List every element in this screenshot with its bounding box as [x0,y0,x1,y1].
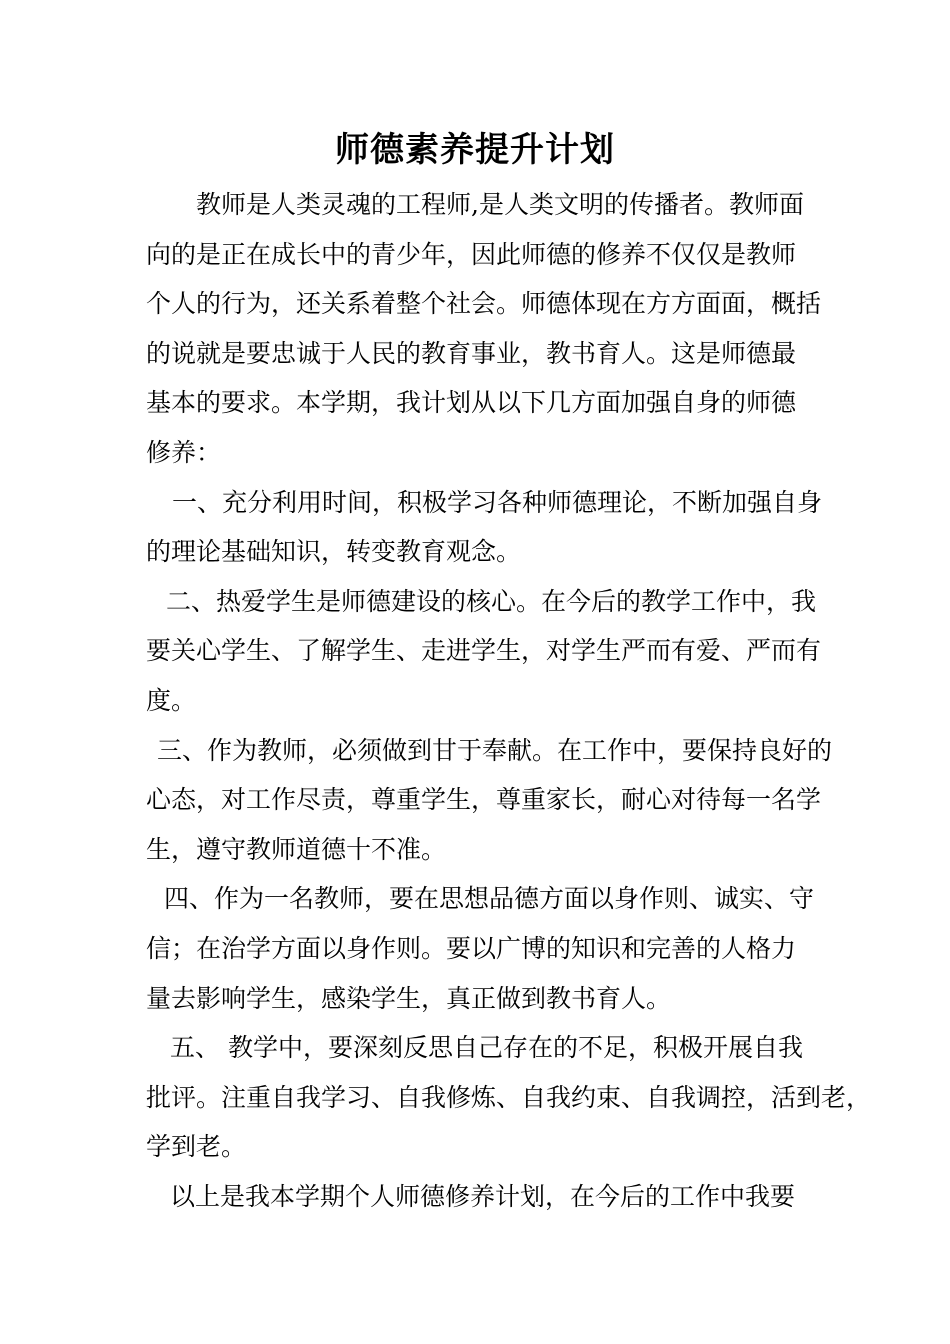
text-line: 批评。注重自我学习、自我修炼、自我约束、自我调控，活到老， [146,1082,872,1112]
paragraph-item-1 [146,478,823,577]
text-line: 一、充分利用时间，积极学习各种师德理论，不断加强自身 [172,487,823,517]
text-line: 量去影响学生，感染学生，真正做到教书育人。 [146,983,672,1013]
paragraph-item-4 [146,874,815,1023]
text-line: 的说就是要忠诚于人民的教育事业，教书育人。这是师德最 [146,338,797,368]
paragraph-item-5 [146,1023,872,1172]
text-line: 以上是我本学期个人师德修养计划，在今后的工作中我要 [170,1181,796,1211]
paragraph-intro [146,180,822,478]
text-line: 度。 [146,685,197,715]
text-line: 心态，对工作尽责，尊重学生，尊重家长，耐心对待每一名学 [146,785,822,815]
text-line: 信；在治学方面以身作则。要以广博的知识和完善的人格力 [146,933,797,963]
paragraph-item-3 [146,726,833,875]
document-title: 师德素养提升计划 [335,130,615,170]
text-line: 教师是人类灵魂的工程师,是人类文明的传播者。教师面 [196,190,804,219]
text-line: 四、作为一名教师，要在思想品德方面以身作则、诚实、守 [164,884,815,914]
document-body [146,180,872,1221]
paragraph-item-2 [146,577,822,726]
text-line: 的理论基础知识，转变教育观念。 [146,537,522,567]
text-line: 二、热爱学生是师德建设的核心。在今后的教学工作中，我 [166,586,817,616]
text-line: 五、 教学中，要深刻反思自己存在的不足，积极开展自我 [170,1033,803,1063]
paragraph-conclusion [146,1172,810,1222]
text-line: 生，遵守教师道德十不准。 [146,834,447,864]
text-line: 学到老。 [146,1132,247,1162]
text-line: 修养： [146,437,222,467]
text-line: 个人的行为，还关系着整个社会。师德体现在方方面面，概括 [146,289,822,319]
text-line: 要关心学生、了解学生、走进学生，对学生严而有爱、严而有 [146,636,822,666]
text-line: 三、作为教师，必须做到甘于奉献。在工作中，要保持良好的 [157,735,833,765]
text-line: 基本的要求。本学期，我计划从以下几方面加强自身的师德 [146,388,797,418]
text-line: 向的是正在成长中的青少年，因此师德的修养不仅仅是教师 [146,239,797,269]
